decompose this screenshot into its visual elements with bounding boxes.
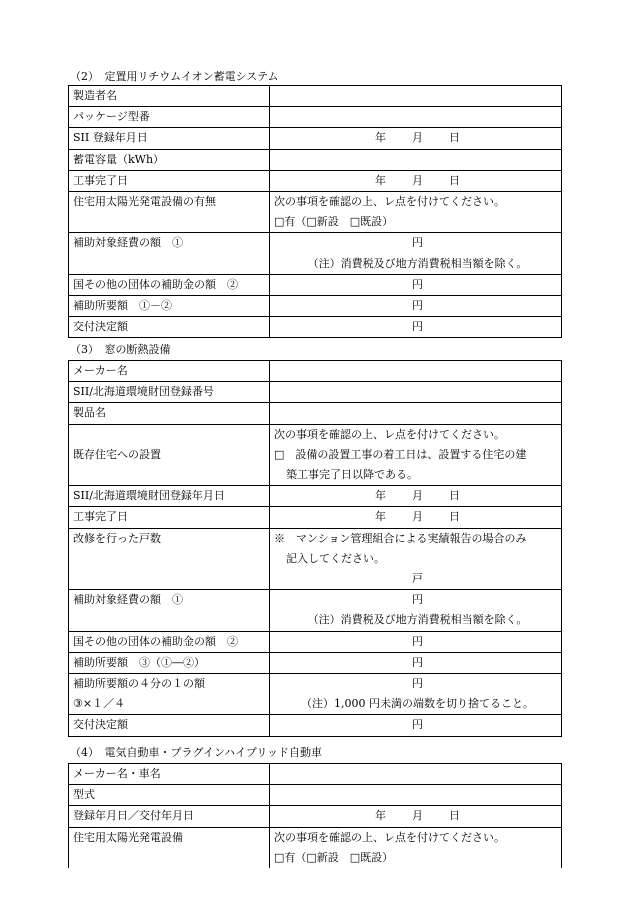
- units-unit: 戸: [412, 571, 423, 585]
- manufacturer-field[interactable]: [270, 86, 562, 107]
- check-note: 次の事項を確認の上、レ点を付けてください。: [274, 427, 505, 441]
- yen-unit: 円: [412, 320, 423, 334]
- product-field[interactable]: [270, 403, 562, 424]
- year-text: 年: [375, 131, 386, 145]
- install-note-line2: 築工事完了日以降である。: [286, 467, 418, 481]
- sii-date-field[interactable]: [270, 128, 562, 149]
- completion-date-field[interactable]: [270, 170, 562, 191]
- model-label: 型式: [69, 785, 270, 806]
- maker-label: メーカー名: [69, 361, 270, 382]
- section-2-table: [68, 85, 562, 338]
- yen-unit: 円: [412, 718, 423, 732]
- maker-car-field[interactable]: [270, 764, 562, 785]
- table-row: [69, 403, 562, 424]
- day-text: 日: [449, 809, 460, 823]
- table-row: [69, 785, 562, 806]
- install-note-line1[interactable]: □ 設備の設置工事の着工日は、設置する住宅の建: [274, 447, 527, 461]
- completion-date-label: 工事完了日: [69, 170, 270, 191]
- units-label: 改修を行った戸数: [69, 528, 270, 590]
- decision-label: 交付決定額: [69, 317, 270, 338]
- cost-field[interactable]: [270, 590, 562, 631]
- table-row: [69, 274, 562, 295]
- solar-label: 住宅用太陽光発電設備: [69, 827, 270, 868]
- reg-no-label: SII/北海道環境財団登録番号: [69, 382, 270, 403]
- package-model-label: パッケージ型番: [69, 107, 270, 128]
- units-note-line1: ※ マンション管理組合による実績報告の場合のみ: [274, 531, 527, 545]
- table-row: [69, 827, 562, 868]
- yen-unit: 円: [412, 277, 423, 291]
- solar-field[interactable]: [270, 192, 562, 233]
- table-row: [69, 382, 562, 403]
- table-row: [69, 361, 562, 382]
- sii-date-label: SII 登録年月日: [69, 128, 270, 149]
- quarter-label: [69, 673, 270, 714]
- other-subsidy-field[interactable]: [270, 274, 562, 295]
- product-label: 製品名: [69, 403, 270, 424]
- solar-label: 住宅用太陽光発電設備の有無: [69, 192, 270, 233]
- reg-date-field[interactable]: [270, 486, 562, 507]
- section-2-title: （2） 定置用リチウムイオン蓄電システム: [70, 70, 279, 83]
- section-3-table: [68, 360, 562, 737]
- cost-label: 補助対象経費の額 ①: [69, 590, 270, 631]
- day-text: 日: [449, 510, 460, 524]
- install-existing-field[interactable]: [270, 424, 562, 486]
- yen-unit: 円: [412, 676, 423, 690]
- year-text: 年: [375, 809, 386, 823]
- solar-options[interactable]: □有（□新設 □既設）: [274, 215, 394, 229]
- yen-unit: 円: [412, 298, 423, 312]
- month-text: 月: [412, 809, 423, 823]
- other-subsidy-field[interactable]: [270, 631, 562, 652]
- units-field[interactable]: [270, 528, 562, 590]
- table-row: [69, 170, 562, 191]
- maker-field[interactable]: [270, 361, 562, 382]
- table-row: [69, 295, 562, 316]
- table-row: [69, 806, 562, 827]
- completion-date-label: 工事完了日: [69, 507, 270, 528]
- section-4-table: [68, 763, 562, 868]
- tax-note: （注）消費税及び地方消費税相当額を除く。: [307, 256, 528, 270]
- decision-field[interactable]: [270, 317, 562, 338]
- required-label: 補助所要額 ①－②: [69, 295, 270, 316]
- tax-note: （注）消費税及び地方消費税相当額を除く。: [307, 613, 528, 627]
- yen-unit: 円: [412, 634, 423, 648]
- reg-date-field[interactable]: [270, 806, 562, 827]
- table-row: [69, 631, 562, 652]
- yen-unit: 円: [412, 236, 423, 250]
- maker-car-label: メーカー名・車名: [69, 764, 270, 785]
- completion-date-field[interactable]: [270, 507, 562, 528]
- quarter-label-line2: ③×１／４: [73, 697, 126, 711]
- round-note: （注）1,000 円未満の端数を切り捨てること。: [301, 697, 534, 711]
- table-row: [69, 486, 562, 507]
- month-text: 月: [412, 173, 423, 187]
- table-row: [69, 715, 562, 736]
- capacity-field[interactable]: [270, 149, 562, 170]
- reg-date-label: 登録年月日／交付年月日: [69, 806, 270, 827]
- table-row: [69, 233, 562, 274]
- table-row: [69, 590, 562, 631]
- cost-field[interactable]: [270, 233, 562, 274]
- yen-unit: 円: [412, 655, 423, 669]
- units-note-line2: 記入してください。: [286, 551, 385, 565]
- year-text: 年: [375, 489, 386, 503]
- capacity-label: 蓄電容量（kWh）: [69, 149, 270, 170]
- table-row: [69, 424, 562, 486]
- table-row: [69, 86, 562, 107]
- month-text: 月: [412, 489, 423, 503]
- cost-label: 補助対象経費の額 ①: [69, 233, 270, 274]
- month-text: 月: [412, 510, 423, 524]
- table-row: [69, 317, 562, 338]
- table-row: [69, 149, 562, 170]
- section-4-title: （4） 電気自動車・プラグインハイブリッド自動車: [70, 746, 322, 759]
- year-text: 年: [375, 173, 386, 187]
- required-field[interactable]: [270, 295, 562, 316]
- section-3-title: （3） 窓の断熱設備: [70, 343, 171, 356]
- day-text: 日: [449, 489, 460, 503]
- check-note: 次の事項を確認の上、レ点を付けてください。: [274, 830, 505, 844]
- manufacturer-label: 製造者名: [69, 86, 270, 107]
- table-row: [69, 107, 562, 128]
- decision-label: 交付決定額: [69, 715, 270, 736]
- month-text: 月: [412, 131, 423, 145]
- reg-no-field[interactable]: [270, 382, 562, 403]
- day-text: 日: [449, 173, 460, 187]
- reg-date-label: SII/北海道環境財団登録年月日: [69, 486, 270, 507]
- solar-field[interactable]: [270, 827, 562, 868]
- table-row: [69, 764, 562, 785]
- quarter-label-line1: 補助所要額の４分の１の額: [73, 676, 205, 690]
- year-text: 年: [375, 510, 386, 524]
- quarter-field[interactable]: [270, 673, 562, 714]
- table-row: [69, 192, 562, 233]
- day-text: 日: [449, 131, 460, 145]
- other-subsidy-label: 国その他の団体の補助金の額 ②: [69, 631, 270, 652]
- table-row: [69, 528, 562, 590]
- table-row: [69, 673, 562, 714]
- other-subsidy-label: 国その他の団体の補助金の額 ②: [69, 274, 270, 295]
- required-field[interactable]: [270, 652, 562, 673]
- install-existing-label: 既存住宅への設置: [69, 424, 270, 486]
- table-row: [69, 128, 562, 149]
- table-row: [69, 507, 562, 528]
- model-field[interactable]: [270, 785, 562, 806]
- solar-options[interactable]: □有（□新設 □既設）: [274, 850, 394, 864]
- yen-unit: 円: [412, 593, 423, 607]
- decision-field[interactable]: [270, 715, 562, 736]
- required-label: 補助所要額 ③（①―②）: [69, 652, 270, 673]
- check-note: 次の事項を確認の上、レ点を付けてください。: [274, 195, 505, 209]
- package-model-field[interactable]: [270, 107, 562, 128]
- table-row: [69, 652, 562, 673]
